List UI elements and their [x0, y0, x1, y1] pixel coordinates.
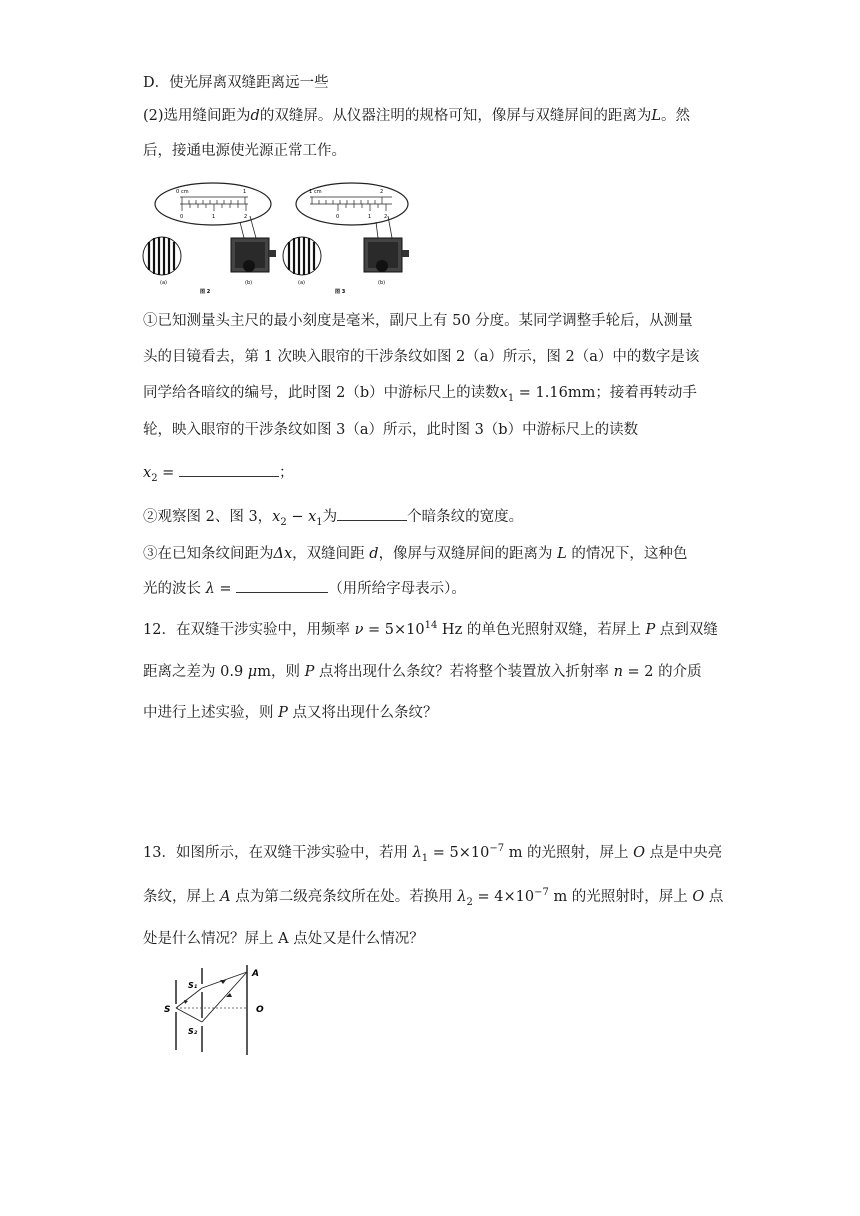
q12-line1: 12．在双缝干涉实验中，用频率 $\nu = 5\times 10^{14}$ Hz 的单色光照射双缝，若屏上 P 点到双缝 — [143, 620, 718, 638]
q13-line2: 条纹，屏上 A 点为第二级亮条纹所在处。若换用 $\lambda_2 = 4\times 10^{-7}$ m 的光照射时，屏上 O 点 — [143, 887, 724, 908]
fig2-cm: cm — [181, 189, 189, 195]
label-S2: S₂ — [188, 1027, 198, 1036]
label-A: A — [252, 969, 259, 979]
item1-line3: 同学给各暗纹的编号，此时图 2（b）中游标尺上的读数$x_1 = 1.16mm$；接着再转动手 — [143, 385, 697, 404]
fig2-main-1: 1 — [243, 189, 247, 195]
item1-x2-answer: $x_2$ = ； — [143, 462, 293, 483]
q12-line2: 距离之差为 0.9 μm，则 P 点将出现什么条纹？若将整个装置放入折射率 n = 2 的介质 — [143, 664, 702, 680]
label-S: S — [164, 1005, 171, 1015]
part2-line2: 后，接通电源使光源正常工作。 — [143, 143, 346, 159]
item2-line: ②观察图 2、图 3，$x_2 - x_1$为 个暗条纹的宽度。 — [143, 506, 523, 527]
fig3-main-1: 1 — [309, 189, 313, 195]
item3-line2: 光的波长 λ = （用所给字母表示）。 — [143, 578, 466, 599]
item3-line1: ③在已知条纹间距为Δx，双缝间距 d，像屏与双缝屏间的距离为 L 的情况下，这种色 — [143, 546, 688, 562]
fig2-tick-0: 0 — [180, 214, 184, 220]
fig2-label-b: (b) — [245, 280, 253, 286]
fig3-caption: 图 3 — [335, 289, 346, 295]
part2-line1: (2)选用缝间距为d的双缝屏。从仪器注明的规格可知，像屏与双缝屏间的距离为L。然 — [143, 108, 690, 124]
wavelength-answer-blank[interactable] — [236, 578, 328, 593]
fig3-label-a: (a) — [298, 280, 305, 286]
double-slit-figure — [160, 960, 280, 1064]
dark-fringe-count-blank[interactable] — [337, 506, 407, 521]
item1-line2: 头的目镜看去，第 1 次映入眼帘的干涉条纹如图 2（a）所示，图 2（a）中的数字是该 — [143, 349, 700, 365]
fig3-label-b: (b) — [378, 280, 386, 286]
vernier-figure — [140, 180, 410, 302]
fig3-tick-2: 2 — [384, 214, 388, 220]
fig2-tick-1: 1 — [212, 214, 216, 220]
fig3-tick-1: 1 — [368, 214, 372, 220]
item1-line1: ①已知测量头主尺的最小刻度是毫米，副尺上有 50 分度。某同学调整手轮后，从测量 — [143, 313, 693, 329]
item1-line4: 轮，映入眼帘的干涉条纹如图 3（a）所示，此时图 3（b）中游标尺上的读数 — [143, 422, 639, 438]
fig2-main-0: 0 — [176, 189, 180, 195]
x2-answer-blank[interactable] — [179, 462, 279, 477]
q13-line1: 13．如图所示，在双缝干涉实验中，若用 $\lambda_1 = 5\times 10^{-7}$ m 的光照射，屏上 O 点是中央亮 — [143, 843, 723, 864]
fig2-tick-2: 2 — [244, 214, 248, 220]
q13-line3: 处是什么情况？屏上 A 点处又是什么情况？ — [143, 931, 424, 947]
label-O: O — [256, 1005, 264, 1015]
fig3-main-2: 2 — [380, 189, 384, 195]
label-S1: S₁ — [188, 981, 198, 990]
q12-line3: 中进行上述实验，则 P 点又将出现什么条纹？ — [143, 705, 438, 721]
fig3-tick-0: 0 — [336, 214, 340, 220]
option-d: D．使光屏离双缝距离远一些 — [143, 75, 329, 91]
fig2-caption: 图 2 — [200, 289, 211, 295]
fig3-cm: cm — [314, 189, 322, 195]
fig2-label-a: (a) — [160, 280, 167, 286]
